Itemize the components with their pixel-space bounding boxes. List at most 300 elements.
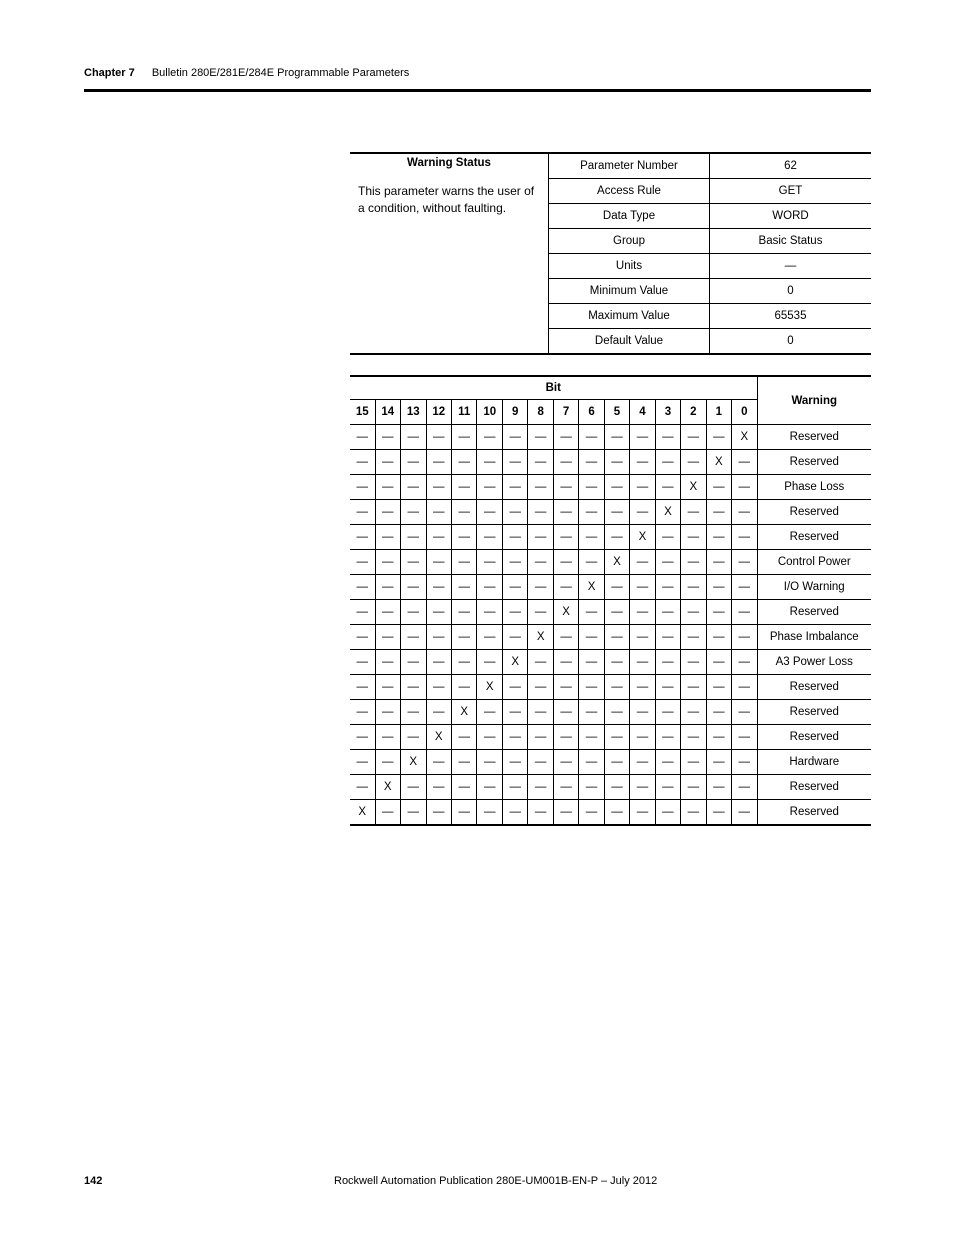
bit-cell: — (452, 625, 477, 650)
bit-cell: — (477, 625, 503, 650)
bit-cell: — (426, 575, 452, 600)
warning-label: Phase Loss (757, 475, 871, 500)
bit-number-header: 7 (553, 400, 578, 425)
bit-cell: X (426, 725, 452, 750)
param-label: Group (549, 229, 710, 254)
bit-cell: — (375, 725, 401, 750)
bit-cell: — (655, 800, 680, 826)
bit-cell: — (553, 550, 578, 575)
param-value: Basic Status (710, 229, 872, 254)
bit-cell: — (604, 625, 629, 650)
bit-number-header: 0 (732, 400, 757, 425)
bit-number-header: 6 (579, 400, 604, 425)
bit-cell: — (502, 675, 527, 700)
bit-cell: — (401, 800, 427, 826)
warning-label: Reserved (757, 775, 871, 800)
bit-cell: — (732, 775, 757, 800)
bit-cell: — (732, 600, 757, 625)
bit-cell: X (375, 775, 401, 800)
bit-cell: — (604, 725, 629, 750)
bit-cell: — (579, 600, 604, 625)
bit-cell: — (604, 650, 629, 675)
bit-cell: — (528, 425, 553, 450)
bit-number-header: 1 (706, 400, 731, 425)
bit-cell: — (681, 700, 706, 725)
bit-cell: — (452, 750, 477, 775)
bit-cell: — (375, 475, 401, 500)
bit-row (350, 750, 871, 775)
bit-cell: — (706, 625, 731, 650)
bit-cell: — (655, 525, 680, 550)
bit-cell: — (681, 550, 706, 575)
bit-cell: — (452, 450, 477, 475)
bit-cell: — (528, 775, 553, 800)
bit-cell: — (553, 675, 578, 700)
bit-cell: — (553, 775, 578, 800)
bit-cell: — (732, 575, 757, 600)
bit-cell: — (630, 550, 655, 575)
bit-cell: — (452, 675, 477, 700)
bit-number-header: 12 (426, 400, 452, 425)
bit-cell: — (375, 800, 401, 826)
bit-cell: — (706, 425, 731, 450)
bit-cell: — (426, 650, 452, 675)
bit-cell: — (553, 700, 578, 725)
bit-cell: X (477, 675, 503, 700)
bit-cell: — (732, 525, 757, 550)
bit-cell: — (706, 800, 731, 826)
bit-cell: — (375, 550, 401, 575)
bit-cell: — (426, 525, 452, 550)
bit-cell: — (502, 600, 527, 625)
param-label: Maximum Value (549, 304, 710, 329)
bit-cell: — (655, 550, 680, 575)
bit-cell: — (579, 800, 604, 826)
bit-cell: — (401, 450, 427, 475)
warning-label: Reserved (757, 800, 871, 826)
page-header (84, 67, 409, 79)
bit-cell: — (732, 725, 757, 750)
bit-cell: — (604, 525, 629, 550)
bit-cell: — (553, 750, 578, 775)
bit-cell: — (579, 750, 604, 775)
bit-cell: — (681, 450, 706, 475)
bit-cell: — (502, 800, 527, 826)
bit-cell: — (630, 675, 655, 700)
bit-cell: — (604, 575, 629, 600)
bit-cell: — (452, 500, 477, 525)
bit-cell: — (655, 625, 680, 650)
bit-cell: — (375, 575, 401, 600)
bit-cell: — (502, 450, 527, 475)
bit-cell: — (452, 575, 477, 600)
bit-cell: — (706, 750, 731, 775)
bit-cell: — (706, 725, 731, 750)
bit-header: Bit (350, 376, 757, 400)
bit-cell: — (426, 475, 452, 500)
bit-cell: — (375, 750, 401, 775)
bit-cell: — (579, 675, 604, 700)
bit-row (350, 800, 871, 826)
publication-info: Rockwell Automation Publication 280E-UM001B-EN-P – July 2012 (334, 1175, 658, 1187)
bit-row (350, 725, 871, 750)
bit-cell: X (732, 425, 757, 450)
bit-cell: — (681, 750, 706, 775)
bit-cell: — (350, 650, 375, 675)
bit-cell: — (681, 725, 706, 750)
param-label: Minimum Value (549, 279, 710, 304)
bit-cell: — (655, 675, 680, 700)
bit-cell: — (604, 425, 629, 450)
bit-cell: — (375, 675, 401, 700)
bit-cell: — (553, 500, 578, 525)
bit-cell: — (655, 575, 680, 600)
bit-cell: — (350, 725, 375, 750)
bit-cell: — (426, 675, 452, 700)
bit-cell: — (579, 625, 604, 650)
bit-cell: — (452, 425, 477, 450)
bit-cell: — (630, 725, 655, 750)
bit-row (350, 775, 871, 800)
bit-cell: X (553, 600, 578, 625)
bit-cell: — (375, 450, 401, 475)
bit-cell: — (681, 525, 706, 550)
bit-cell: — (579, 450, 604, 475)
bit-cell: — (732, 750, 757, 775)
bit-cell: — (528, 550, 553, 575)
param-label: Parameter Number (549, 153, 710, 179)
bit-cell: — (681, 675, 706, 700)
bit-cell: X (655, 500, 680, 525)
bit-cell: — (706, 775, 731, 800)
bit-number-header: 13 (401, 400, 427, 425)
param-value: 0 (710, 329, 872, 355)
bit-cell: — (502, 475, 527, 500)
bit-cell: — (579, 550, 604, 575)
bit-cell: — (732, 500, 757, 525)
bit-cell: — (706, 675, 731, 700)
parameter-table (350, 152, 871, 355)
bit-cell: X (452, 700, 477, 725)
bit-cell: — (350, 775, 375, 800)
parameter-description-cell (350, 153, 549, 354)
warning-label: Control Power (757, 550, 871, 575)
bit-cell: — (375, 525, 401, 550)
bit-cell: — (452, 475, 477, 500)
bit-cell: — (350, 500, 375, 525)
bit-cell: — (452, 650, 477, 675)
warning-label: Reserved (757, 725, 871, 750)
warning-label: I/O Warning (757, 575, 871, 600)
bit-number-header: 4 (630, 400, 655, 425)
bit-cell: — (426, 425, 452, 450)
bit-cell: — (426, 550, 452, 575)
bit-cell: — (401, 625, 427, 650)
bit-cell: — (350, 475, 375, 500)
bit-cell: — (655, 475, 680, 500)
bit-row (350, 575, 871, 600)
bit-cell: X (401, 750, 427, 775)
bit-cell: — (375, 600, 401, 625)
bit-cell: — (477, 475, 503, 500)
bit-cell: — (528, 450, 553, 475)
warning-label: Reserved (757, 675, 871, 700)
param-row (350, 153, 871, 179)
param-value: 62 (710, 153, 872, 179)
bit-cell: — (452, 600, 477, 625)
bit-cell: — (604, 700, 629, 725)
bit-cell: — (477, 425, 503, 450)
warning-header: Warning (757, 376, 871, 425)
bit-cell: — (655, 600, 680, 625)
bit-cell: — (579, 525, 604, 550)
bit-cell: X (630, 525, 655, 550)
bit-cell: — (732, 675, 757, 700)
bit-number-header: 14 (375, 400, 401, 425)
param-value: 0 (710, 279, 872, 304)
bit-cell: — (375, 500, 401, 525)
bit-cell: — (528, 475, 553, 500)
bit-cell: — (528, 700, 553, 725)
bit-cell: — (401, 500, 427, 525)
bit-cell: — (706, 600, 731, 625)
bit-cell: — (375, 700, 401, 725)
bit-cell: — (681, 600, 706, 625)
chapter-label: Chapter 7 (84, 67, 135, 79)
bit-cell: — (426, 600, 452, 625)
bit-cell: — (604, 450, 629, 475)
bit-cell: — (553, 425, 578, 450)
bit-number-header: 3 (655, 400, 680, 425)
bit-number-header: 8 (528, 400, 553, 425)
param-label: Units (549, 254, 710, 279)
warning-label: A3 Power Loss (757, 650, 871, 675)
bit-cell: — (630, 775, 655, 800)
chapter-title: Bulletin 280E/281E/284E Programmable Parameters (151, 67, 410, 79)
bit-cell: — (452, 525, 477, 550)
bit-cell: — (528, 500, 553, 525)
bit-number-header: 2 (681, 400, 706, 425)
bit-cell: — (732, 550, 757, 575)
bit-cell: — (350, 700, 375, 725)
bit-cell: — (477, 725, 503, 750)
bit-cell: — (604, 500, 629, 525)
bit-row (350, 425, 871, 450)
bit-cell: — (732, 450, 757, 475)
bit-row (350, 700, 871, 725)
bit-cell: — (579, 775, 604, 800)
bit-cell: — (401, 675, 427, 700)
bit-cell: — (502, 750, 527, 775)
bit-cell: — (732, 700, 757, 725)
bit-cell: — (401, 725, 427, 750)
bit-cell: — (350, 675, 375, 700)
bit-cell: — (579, 475, 604, 500)
bit-cell: — (350, 750, 375, 775)
param-label: Access Rule (549, 179, 710, 204)
bit-cell: — (477, 750, 503, 775)
bit-cell: — (681, 650, 706, 675)
bit-cell: — (502, 700, 527, 725)
bit-cell: — (528, 650, 553, 675)
bit-cell: — (655, 650, 680, 675)
bit-cell: — (350, 425, 375, 450)
bit-cell: — (502, 500, 527, 525)
bit-cell: — (604, 600, 629, 625)
bit-cell: — (426, 700, 452, 725)
bit-cell: — (655, 700, 680, 725)
bit-cell: — (630, 650, 655, 675)
bit-row (350, 525, 871, 550)
bit-cell: — (477, 600, 503, 625)
bit-cell: — (604, 750, 629, 775)
parameter-name: Warning Status (407, 157, 491, 169)
bit-cell: — (350, 550, 375, 575)
bit-number-header: 10 (477, 400, 503, 425)
bit-cell: — (579, 500, 604, 525)
bit-header-row (350, 376, 871, 400)
bit-cell: — (452, 725, 477, 750)
bit-cell: — (477, 500, 503, 525)
bit-cell: X (681, 475, 706, 500)
bit-cell: — (401, 425, 427, 450)
warning-label: Phase Imbalance (757, 625, 871, 650)
bit-cell: — (630, 600, 655, 625)
bit-cell: — (706, 650, 731, 675)
bit-cell: — (553, 525, 578, 550)
bit-row (350, 550, 871, 575)
bit-row (350, 475, 871, 500)
bit-cell: — (452, 775, 477, 800)
bit-cell: — (732, 800, 757, 826)
bit-cell: X (528, 625, 553, 650)
bit-cell: — (528, 750, 553, 775)
bit-cell: — (630, 575, 655, 600)
bit-cell: — (477, 525, 503, 550)
bit-cell: — (477, 650, 503, 675)
bit-cell: — (655, 725, 680, 750)
bit-cell: — (630, 500, 655, 525)
bit-cell: — (630, 475, 655, 500)
param-value: — (710, 254, 872, 279)
bit-cell: — (401, 550, 427, 575)
bit-cell: — (350, 450, 375, 475)
bit-cell: X (502, 650, 527, 675)
bit-cell: — (477, 575, 503, 600)
bit-cell: — (477, 700, 503, 725)
bit-row (350, 450, 871, 475)
bit-cell: — (502, 525, 527, 550)
bit-cell: — (401, 775, 427, 800)
bit-cell: — (375, 625, 401, 650)
bit-cell: — (350, 600, 375, 625)
bit-cell: — (401, 600, 427, 625)
bit-number-header: 9 (502, 400, 527, 425)
bit-cell: — (350, 575, 375, 600)
bit-cell: — (553, 450, 578, 475)
bit-cell: — (681, 625, 706, 650)
warning-label: Reserved (757, 425, 871, 450)
bit-cell: — (655, 425, 680, 450)
param-label: Default Value (549, 329, 710, 355)
bit-cell: — (426, 775, 452, 800)
bit-cell: — (502, 775, 527, 800)
bit-cell: — (579, 725, 604, 750)
bit-cell: — (630, 450, 655, 475)
bit-cell: — (630, 800, 655, 826)
bit-cell: — (528, 675, 553, 700)
bit-row (350, 650, 871, 675)
warning-label: Reserved (757, 500, 871, 525)
bit-cell: — (477, 550, 503, 575)
bit-cell: — (375, 650, 401, 675)
bit-cell: — (630, 625, 655, 650)
param-value: WORD (710, 204, 872, 229)
warning-label: Reserved (757, 600, 871, 625)
bit-cell: — (502, 725, 527, 750)
param-value: 65535 (710, 304, 872, 329)
bit-cell: — (553, 650, 578, 675)
bit-cell: — (732, 650, 757, 675)
bit-cell: — (706, 575, 731, 600)
bit-cell: — (528, 525, 553, 550)
bit-cell: — (477, 800, 503, 826)
bit-cell: — (579, 700, 604, 725)
bit-cell: — (706, 525, 731, 550)
warning-label: Reserved (757, 700, 871, 725)
bit-cell: — (426, 500, 452, 525)
bit-cell: — (553, 725, 578, 750)
bit-cell: — (452, 550, 477, 575)
param-value: GET (710, 179, 872, 204)
bit-cell: — (706, 475, 731, 500)
bit-cell: — (528, 800, 553, 826)
header-rule (84, 89, 871, 92)
bit-cell: — (426, 800, 452, 826)
bit-cell: — (528, 575, 553, 600)
bit-cell: — (604, 775, 629, 800)
bit-row (350, 675, 871, 700)
bit-cell: — (630, 750, 655, 775)
bit-cell: — (655, 750, 680, 775)
bit-cell: — (502, 550, 527, 575)
bit-cell: — (553, 575, 578, 600)
bit-cell: — (630, 425, 655, 450)
bit-cell: — (630, 700, 655, 725)
bit-cell: — (502, 575, 527, 600)
bit-number-header: 11 (452, 400, 477, 425)
bit-cell: — (604, 675, 629, 700)
bit-cell: — (604, 475, 629, 500)
bit-cell: — (681, 425, 706, 450)
page-number: 142 (84, 1175, 103, 1187)
bit-cell: — (426, 750, 452, 775)
bit-cell: — (502, 425, 527, 450)
bit-cell: — (706, 500, 731, 525)
bit-cell: — (452, 800, 477, 826)
bit-cell: — (528, 600, 553, 625)
bit-cell: — (528, 725, 553, 750)
bit-cell: — (426, 450, 452, 475)
param-label: Data Type (549, 204, 710, 229)
bit-cell: — (706, 700, 731, 725)
bit-number-header: 15 (350, 400, 375, 425)
bit-cell: — (732, 625, 757, 650)
bit-cell: — (604, 800, 629, 826)
bit-cell: — (681, 500, 706, 525)
bit-cell: — (579, 650, 604, 675)
bit-cell: — (553, 475, 578, 500)
